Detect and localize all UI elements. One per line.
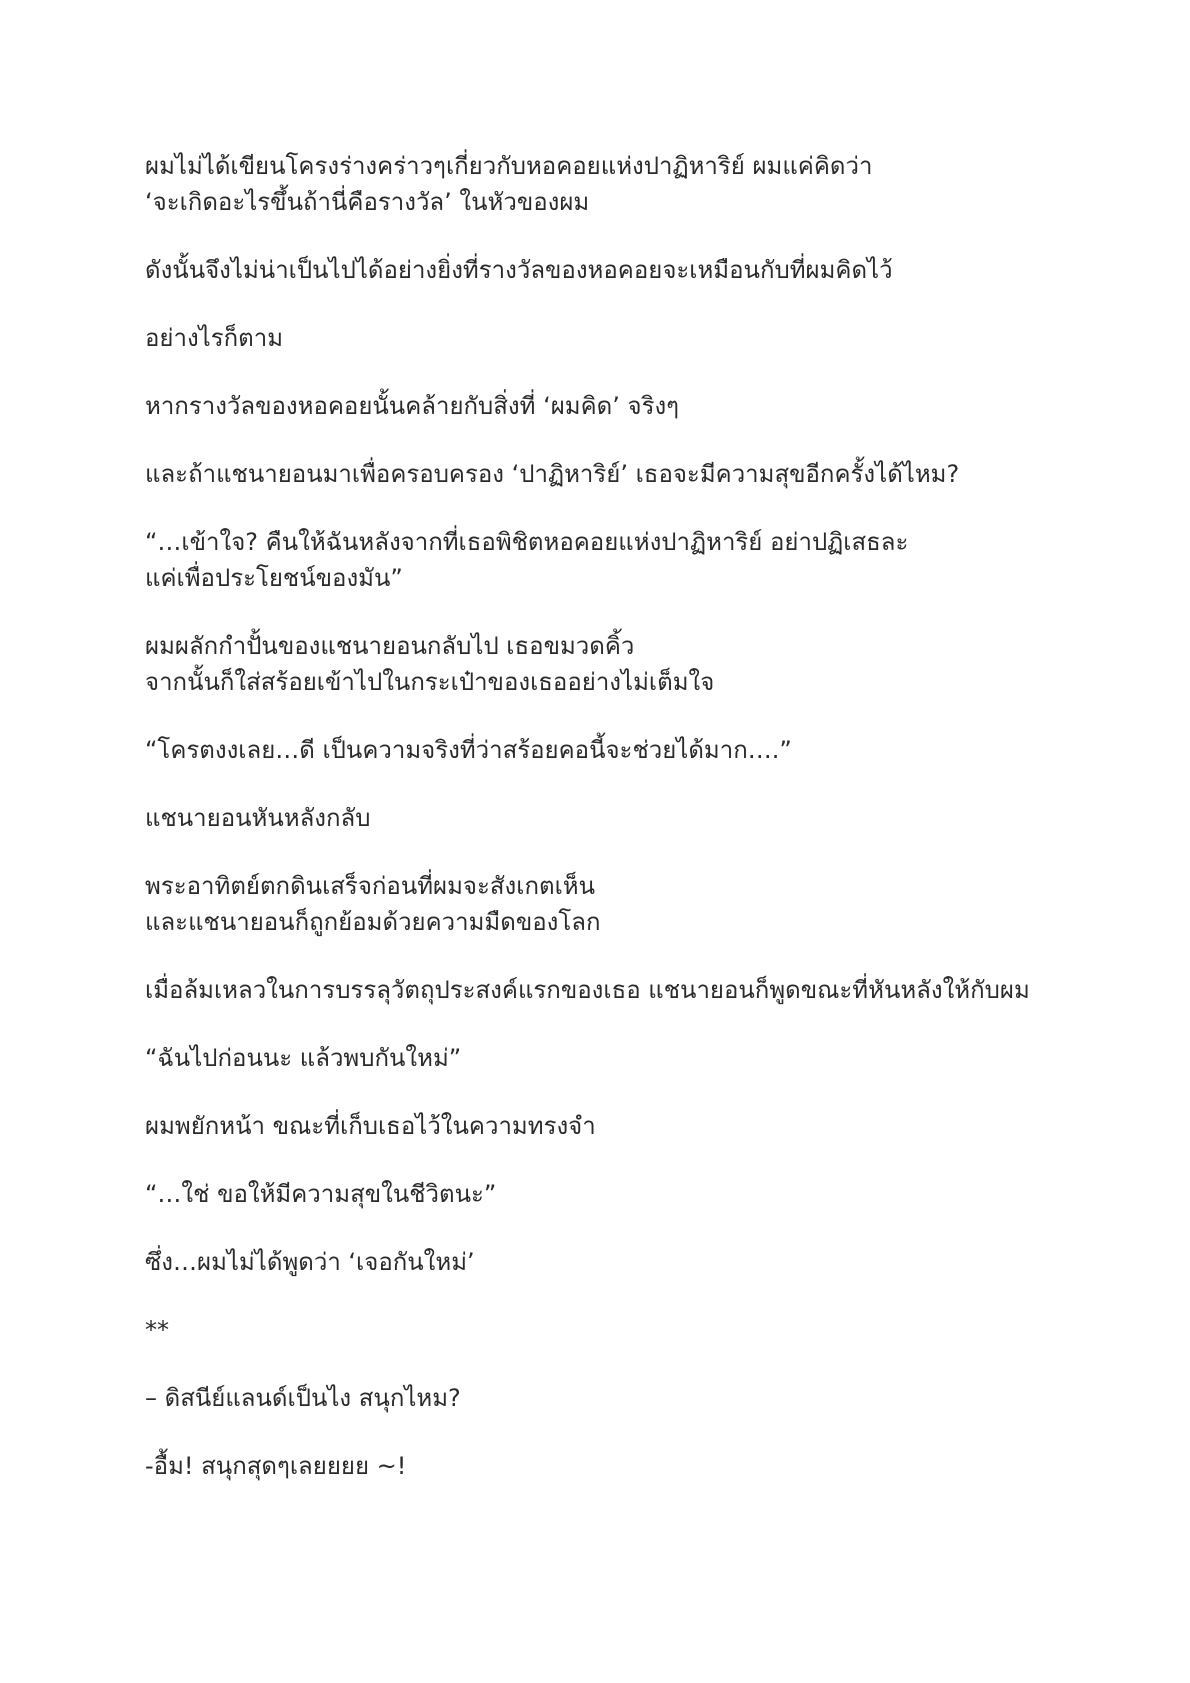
paragraph (145, 1312, 1065, 1348)
paragraph (145, 148, 1065, 220)
paragraph (145, 1176, 1065, 1212)
paragraph (145, 320, 1065, 356)
text-line: เมื่อล้มเหลวในการบรรลุวัตถุประสงค์แรกของเธอ แชนายอนก็พูดขณะที่หันหลังให้กับผม (145, 976, 1030, 1004)
text-line: -อื้ม! สนุกสุดๆเลยยยย ~! (145, 1452, 407, 1480)
text-line: “โครตงงเลย…ดี เป็นความจริงที่ว่าสร้อยคอนี้จะช่วยได้มาก….” (145, 736, 792, 764)
paragraph (145, 868, 1065, 940)
text-line: แค่เพื่อประโยชน์ของมัน” (145, 564, 403, 592)
paragraph (145, 1108, 1065, 1144)
text-line: อย่างไรก็ตาม (145, 324, 284, 352)
text-line: และถ้าแชนายอนมาเพื่อครอบครอง ‘ปาฏิหาริย์’ เธอจะมีความสุขอีกครั้งได้ไหม? (145, 460, 960, 488)
paragraph (145, 1448, 1065, 1484)
paragraph (145, 388, 1065, 424)
paragraph (145, 252, 1065, 288)
text-line: ผมผลักกำปั้นของแชนายอนกลับไป เธอขมวดคิ้ว (145, 632, 635, 660)
paragraph (145, 1380, 1065, 1416)
text-line: ซึ่ง…ผมไม่ได้พูดว่า ‘เจอกันใหม่’ (145, 1248, 475, 1276)
text-line: และแชนายอนก็ถูกย้อมด้วยความมืดของโลก (145, 908, 601, 936)
paragraph (145, 972, 1065, 1008)
text-line: ผมพยักหน้า ขณะที่เก็บเธอไว้ในความทรงจำ (145, 1112, 596, 1140)
text-line: “ฉันไปก่อนนะ แล้วพบกันใหม่” (145, 1044, 462, 1072)
paragraph (145, 456, 1065, 492)
paragraph (145, 524, 1065, 596)
text-line: ** (145, 1316, 169, 1344)
paragraph (145, 628, 1065, 700)
text-line: ดังนั้นจึงไม่น่าเป็นไปได้อย่างยิ่งที่รางวัลของหอคอยจะเหมือนกับที่ผมคิดไว้ (145, 256, 893, 284)
text-line: หากรางวัลของหอคอยนั้นคล้ายกับสิ่งที่ ‘ผมคิด’ จริงๆ (145, 392, 680, 420)
text-line: แชนายอนหันหลังกลับ (145, 804, 371, 832)
text-line: ‘จะเกิดอะไรขึ้นถ้านี่คือรางวัล’ ในหัวของผม (145, 188, 590, 216)
text-line: ผมไม่ได้เขียนโครงร่างคร่าวๆเกี่ยวกับหอคอยแห่งปาฏิหาริย์ ผมแค่คิดว่า (145, 152, 873, 180)
text-line: – ดิสนีย์แลนด์เป็นไง สนุกไหม? (145, 1384, 461, 1412)
paragraph (145, 1244, 1065, 1280)
document-body (145, 148, 1065, 1516)
paragraph (145, 732, 1065, 768)
paragraph (145, 1040, 1065, 1076)
text-line: พระอาทิตย์ตกดินเสร็จก่อนที่ผมจะสังเกตเห็น (145, 872, 595, 900)
text-line: “…ใช่ ขอให้มีความสุขในชีวิตนะ” (145, 1180, 497, 1208)
text-line: “…เข้าใจ? คืนให้ฉันหลังจากที่เธอพิชิตหอคอยแห่งปาฏิหาริย์ อย่าปฏิเสธละ (145, 528, 909, 556)
text-line: จากนั้นก็ใส่สร้อยเข้าไปในกระเป๋าของเธออย่างไม่เต็มใจ (145, 668, 715, 696)
paragraph (145, 800, 1065, 836)
